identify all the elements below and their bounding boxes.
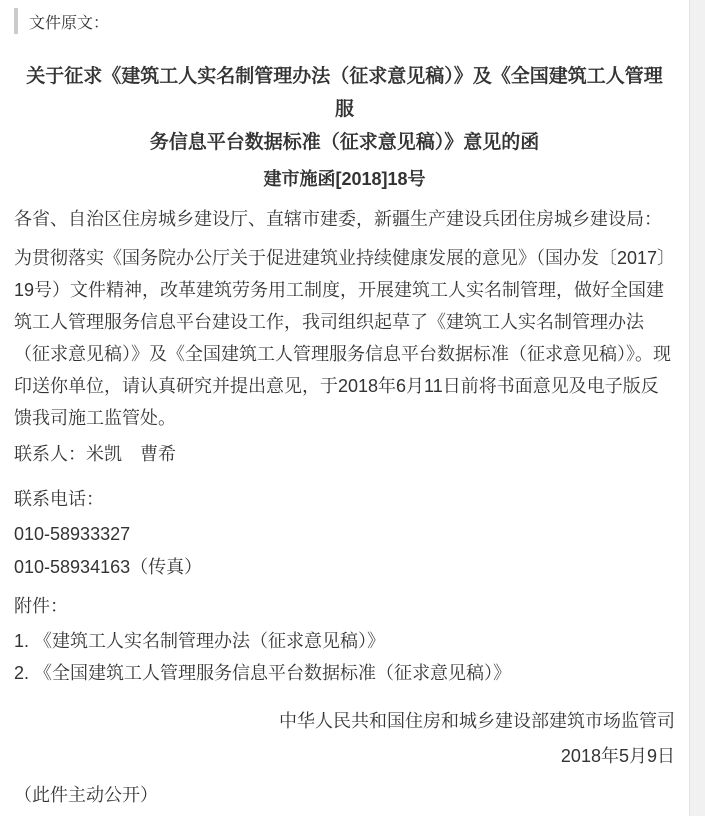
attachment-item-1: 1. 《建筑工人实名制管理办法（征求意见稿）》: [14, 631, 386, 651]
attachment-item-2: 2. 《全国建筑工人管理服务信息平台数据标准（征求意见稿）》: [14, 663, 512, 683]
contact-phone-label: 联系电话：: [14, 489, 104, 509]
accent-bar: [14, 8, 18, 34]
body-paragraph: 为贯彻落实《国务院办公厅关于促进建筑业持续健康发展的意见》（国办发〔2017〕19号）文件精神，改革建筑劳务用工制度，开展建筑工人实名制管理，做好全国建筑工人管理服务信息平台建设工作，我司组织起草了《建筑工人实名制管理办法（征求意见稿）》及《全国建筑工人管理服务信息平台数据标准（征求意见稿）》。现印送你单位，请认真研究并提出意见，于2018年6月11日前将书面意见及电子版反馈我司施工监管处。: [14, 248, 671, 428]
original-text-header: [14, 8, 675, 34]
document-title-line-1: 关于征求《建筑工人实名制管理办法（征求意见稿）》及《全国建筑工人管理服: [26, 66, 663, 120]
attachments-label: 附件：: [14, 596, 68, 616]
sign-date: 2018年5月9日: [560, 746, 675, 766]
document-title: [18, 60, 671, 159]
disclosure-note: （此件主动公开）: [14, 785, 158, 805]
phone-number-1: 010-58933327: [14, 524, 131, 544]
phone-number-2: 010-58934163（传真）: [14, 557, 203, 577]
original-text-label: 文件原文：: [29, 14, 110, 32]
document-number: 建市施函[2018]18号: [263, 169, 426, 189]
document-title-line-2: 务信息平台数据标准（征求意见稿）》意见的函: [149, 132, 540, 153]
signer: 中华人民共和国住房和城乡建设部建筑市场监管司: [279, 711, 675, 731]
salutation: 各省、自治区住房城乡建设厅、直辖市建委，新疆生产建设兵团住房城乡建设局：: [14, 209, 662, 229]
contact-person: 联系人：米凯 曹希: [14, 444, 176, 464]
